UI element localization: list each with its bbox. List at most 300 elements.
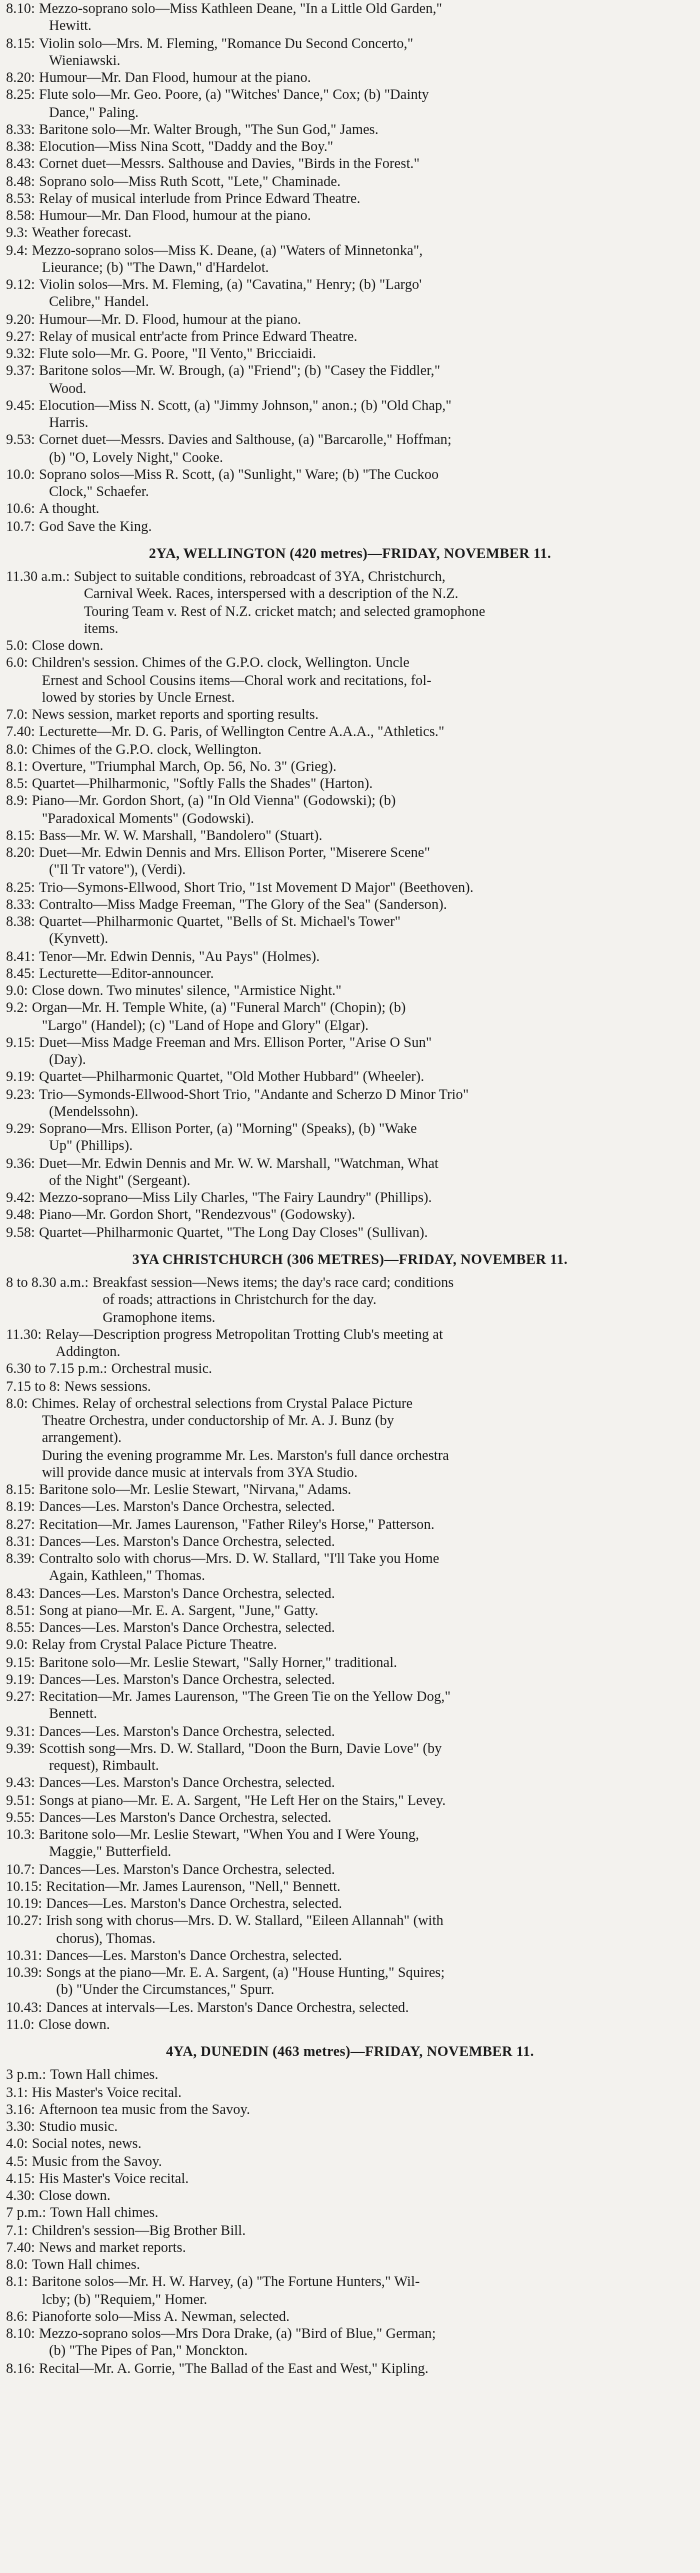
description-line: Chimes. Relay of orchestral selections from Crystal Palace Picture — [31, 1395, 413, 1412]
entry-description — [35, 122, 694, 139]
description-line: (Mendelssohn). — [49, 1103, 139, 1120]
programme-entry — [6, 1207, 694, 1224]
entry-description — [35, 1069, 694, 1086]
entry-description — [28, 1000, 694, 1035]
description-line: of the Night" (Sergeant). — [49, 1172, 191, 1189]
entry-time: 11.0: — [6, 2016, 35, 2033]
entry-description — [35, 1190, 694, 1207]
programme-entry — [6, 2119, 694, 2136]
description-line: Relay of musical entr'acte from Prince Edward Theatre. — [39, 328, 358, 345]
programme-entry — [6, 1948, 694, 1965]
entry-description — [28, 2257, 694, 2274]
entry-description — [35, 2119, 694, 2136]
entry-description — [35, 1862, 694, 1879]
description-line: Violin solos—Mrs. M. Fleming, (a) "Cavatina," Henry; (b) "Largo' — [39, 277, 422, 293]
programme-entry — [6, 655, 694, 707]
description-line: Recitation—Mr. James Laurenson, "The Green Tie on the Yellow Dog," — [39, 1689, 451, 1705]
entry-description — [35, 1121, 694, 1156]
entry-time: 8.19: — [6, 1499, 35, 1516]
entry-time: 9.32: — [6, 346, 35, 362]
entry-time: 9.39: — [6, 1740, 35, 1757]
description-line: Town Hall chimes. — [50, 2067, 159, 2084]
description-line: Baritone solos—Mr. W. Brough, (a) "Friend"; (b) "Casey the Fiddler," — [39, 363, 441, 380]
entry-time: 9.0: — [6, 1637, 28, 1654]
entry-description — [35, 1156, 694, 1191]
entry-description — [35, 1, 694, 36]
programme-entry — [6, 2188, 694, 2205]
description-line: Quartet—Philharmonic Quartet, "Bells of St. Michael's Tower" — [39, 914, 401, 930]
programme-section — [6, 2044, 694, 2378]
description-line: Theatre Orchestra, under conductorship of Mr. A. J. Bunz (by — [41, 1413, 395, 1429]
programme-entry — [6, 1361, 694, 1378]
entry-time: 8.1: — [6, 758, 28, 775]
entry-description — [35, 329, 694, 346]
entry-description — [28, 793, 694, 828]
description-line: Again, Kathleen," Thomas. — [49, 1568, 206, 1585]
programme-entry — [6, 949, 694, 966]
entry-description — [107, 1361, 694, 1378]
programme-entry — [6, 1275, 694, 1327]
description-line: (Kynvett). — [49, 931, 109, 948]
description-line: Elocution—Miss Nina Scott, "Daddy and the Boy." — [39, 139, 334, 155]
description-line: Children's session. Chimes of the G.P.O. clock, Wellington. Uncle — [31, 655, 410, 672]
description-line: arrangement). — [41, 1430, 122, 1447]
description-line: Close down. Two minutes' silence, "Armistice Night." — [31, 983, 342, 999]
programme-entry — [6, 398, 694, 433]
entry-time: 8.6: — [6, 2308, 28, 2325]
programme-entry — [6, 243, 694, 278]
entry-description — [42, 1948, 694, 1965]
entry-time: 9.2: — [6, 1000, 28, 1017]
description-line: Close down. — [39, 2188, 111, 2204]
entry-description — [35, 880, 694, 897]
entry-description — [35, 467, 694, 502]
entry-description — [89, 1275, 694, 1327]
entry-time: 8.55: — [6, 1620, 35, 1636]
description-line: Ernest and School Cousins items—Choral work and recitations, fol- — [41, 672, 432, 689]
entry-time: 8.20: — [6, 70, 35, 86]
description-line: Quartet—Philharmonic Quartet, "The Long Day Closes" (Sullivan). — [39, 1224, 428, 1241]
programme-entry — [6, 2257, 694, 2274]
programme-entry — [6, 2085, 694, 2102]
entry-description — [34, 2017, 694, 2034]
entry-description — [35, 191, 694, 208]
programme-entry — [6, 191, 694, 208]
programme-entry — [6, 156, 694, 173]
programme-entry — [6, 36, 694, 71]
entry-description — [35, 2188, 694, 2205]
programme-entry — [6, 1379, 694, 1396]
description-line: "Paradoxical Moments" (Godowski). — [41, 810, 255, 827]
description-line: Piano—Mr. Gordon Short, (a) "In Old Vienna" (Godowski); (b) — [31, 793, 396, 810]
entry-time: 3.16: — [6, 2101, 35, 2118]
programme-entry — [6, 707, 694, 724]
entry-description — [35, 897, 694, 914]
programme-entry — [6, 2361, 694, 2378]
entry-description — [35, 1499, 694, 1516]
entry-time: 8.20: — [6, 845, 35, 861]
programme-entry — [6, 1724, 694, 1741]
entry-time: 8.25: — [6, 879, 35, 896]
entry-description — [35, 174, 694, 191]
entry-description — [28, 1396, 694, 1482]
entry-description — [35, 346, 694, 363]
description-line: Bass—Mr. W. W. Marshall, "Bandolero" (Stuart). — [39, 827, 323, 844]
entry-time: 8.58: — [6, 208, 35, 224]
description-line: Baritone solo—Mr. Walter Brough, "The Sun God," James. — [39, 121, 379, 138]
description-line: Trio—Symonds-Ellwood-Short Trio, "Andante and Scherzo D Minor Trio" — [39, 1086, 469, 1103]
entry-time: 8.43: — [6, 1585, 35, 1602]
programme-entry — [6, 1965, 694, 2000]
programme-entry — [6, 1121, 694, 1156]
programme-entry — [6, 1, 694, 36]
description-line: Bennett. — [49, 1706, 98, 1723]
entry-time: 10.7: — [6, 518, 35, 535]
description-line: Dances—Les. Marston's Dance Orchestra, selected. — [39, 1585, 335, 1602]
entry-description — [28, 2274, 694, 2309]
programme-entry — [6, 467, 694, 502]
programme-entry — [6, 1603, 694, 1620]
description-line: Lecturette—Mr. D. G. Paris, of Wellington Centre A.A.A., "Athletics." — [39, 724, 445, 741]
programme-entry — [6, 897, 694, 914]
entry-description — [28, 983, 694, 1000]
entry-time: 9.20: — [6, 311, 35, 328]
description-line: (b) "Under the Circumstances," Spurr. — [56, 1982, 275, 1999]
programme-entry — [6, 1156, 694, 1191]
entry-time: 8.33: — [6, 121, 35, 138]
entry-description — [35, 432, 694, 467]
description-line: Dances—Les. Marston's Dance Orchestra, selected. — [39, 1861, 335, 1878]
entry-time: 9.19: — [6, 1671, 35, 1688]
entry-time: 7.15 to 8: — [6, 1378, 61, 1395]
programme-entry — [6, 501, 694, 518]
entry-description — [35, 501, 694, 518]
entry-time: 9.23: — [6, 1086, 35, 1103]
entry-time: 9.42: — [6, 1190, 35, 1206]
entry-time: 8.1: — [6, 2274, 28, 2291]
description-line: Dances—Les Marston's Dance Orchestra, selected. — [39, 1809, 332, 1826]
entry-description — [42, 2000, 694, 2017]
description-line: Dances—Les. Marston's Dance Orchestra, selected. — [39, 1775, 335, 1792]
programme-entry — [6, 776, 694, 793]
entry-time: 8.10: — [6, 1, 35, 17]
programme-entry — [6, 845, 694, 880]
description-line: Chimes of the G.P.O. clock, Wellington. — [31, 741, 262, 758]
entry-time: 4.0: — [6, 2136, 28, 2153]
entry-description — [42, 1965, 694, 2000]
description-line: Relay from Crystal Palace Picture Theatre. — [31, 1637, 277, 1654]
programme-entry — [6, 759, 694, 776]
entry-description — [35, 1517, 694, 1534]
programme-entry — [6, 2067, 694, 2084]
description-line: Songs at the piano—Mr. E. A. Sargent, (a) "House Hunting," Squires; — [46, 1965, 445, 1981]
entry-description — [35, 1724, 694, 1741]
entry-description — [35, 363, 694, 398]
description-line: Social notes, news. — [31, 2136, 142, 2153]
entry-description — [28, 2309, 694, 2326]
description-line: Hewitt. — [49, 18, 92, 35]
description-line: Dances—Les. Marston's Dance Orchestra, selected. — [39, 1723, 335, 1740]
description-line: lcby; (b) "Requiem," Homer. — [41, 2291, 208, 2308]
programme-entry — [6, 742, 694, 759]
description-line: Touring Team v. Rest of N.Z. cricket match; and selected gramophone — [83, 603, 486, 620]
description-line: Overture, "Triumphal March, Op. 56, No. 3" (Grieg). — [31, 758, 337, 775]
entry-time: 4.30: — [6, 2188, 35, 2204]
entry-description — [35, 70, 694, 87]
entry-description — [35, 1534, 694, 1551]
entry-description — [35, 208, 694, 225]
entry-description — [35, 1620, 694, 1637]
programme-entry — [6, 1689, 694, 1724]
description-line: Addington. — [55, 1344, 121, 1360]
description-line: Cornet duet—Messrs. Davies and Salthouse, (a) "Barcarolle," Hoffman; — [39, 432, 452, 449]
entry-description — [35, 2171, 694, 2188]
description-line: Dances—Les. Marston's Dance Orchestra, selected. — [46, 1896, 343, 1912]
entry-time: 10.6: — [6, 501, 35, 518]
programme-entry — [6, 1069, 694, 1086]
station-heading: 2YA, WELLINGTON (420 metres)—FRIDAY, NOVEMBER 11. — [148, 545, 552, 562]
entry-time: 10.7: — [6, 1861, 35, 1878]
entry-time: 9.29: — [6, 1121, 35, 1137]
entry-description — [35, 1741, 694, 1776]
entry-description — [35, 1603, 694, 1620]
description-line: Music from the Savoy. — [31, 2153, 162, 2170]
entry-time: 9.37: — [6, 363, 35, 380]
programme-entry — [6, 2274, 694, 2309]
entry-time: 4.5: — [6, 2153, 28, 2170]
entry-description — [35, 1810, 694, 1827]
programme-entry — [6, 346, 694, 363]
description-line: Afternoon tea music from the Savoy. — [39, 2101, 251, 2118]
entry-description — [35, 1225, 694, 1242]
description-line: During the evening programme Mr. Les. Marston's full dance orchestra — [41, 1447, 449, 1464]
entry-description — [42, 1913, 694, 1948]
entry-time: 8.45: — [6, 965, 35, 982]
description-line: Wood. — [49, 380, 87, 397]
entry-description — [35, 1551, 694, 1586]
entry-time: 9.51: — [6, 1792, 35, 1809]
programme-entry — [6, 1499, 694, 1516]
programme-entry — [6, 225, 694, 242]
programme-entry — [6, 1035, 694, 1070]
programme-entry — [6, 1482, 694, 1499]
entry-time: 8.16: — [6, 2360, 35, 2377]
entry-time: 8.41: — [6, 948, 35, 965]
description-line: Dances—Les. Marston's Dance Orchestra, selected. — [46, 1947, 343, 1964]
description-line: Quartet—Philharmonic Quartet, "Old Mother Hubbard" (Wheeler). — [39, 1069, 425, 1086]
entry-time: 6.30 to 7.15 p.m.: — [6, 1361, 108, 1378]
entry-time: 8.5: — [6, 776, 28, 792]
entry-time: 8.0: — [6, 1395, 28, 1412]
entry-time: 8.38: — [6, 139, 35, 155]
entry-description — [46, 2067, 694, 2084]
description-line: Close down. — [31, 638, 104, 654]
description-line: A thought. — [39, 501, 100, 518]
entry-time: 7.0: — [6, 707, 28, 723]
programme-entry — [6, 329, 694, 346]
entry-description — [28, 2223, 694, 2240]
entry-description — [35, 2326, 694, 2361]
entry-time: 3.30: — [6, 2119, 35, 2135]
description-line: (b) "The Pipes of Pan," Monckton. — [49, 2343, 248, 2360]
entry-time: 8.51: — [6, 1602, 35, 1619]
description-line: Dances—Les. Marston's Dance Orchestra, selected. — [39, 1620, 335, 1636]
entry-description — [28, 655, 694, 707]
programme-entry — [6, 1827, 694, 1862]
programme-section — [6, 1, 694, 536]
description-line: Dances—Les. Marston's Dance Orchestra, selected. — [39, 1499, 335, 1516]
entry-time: 10.39: — [6, 1965, 43, 1981]
entry-description — [28, 638, 694, 655]
description-line: Town Hall chimes. — [31, 2257, 141, 2273]
programme-entry — [6, 1087, 694, 1122]
entry-description — [35, 1775, 694, 1792]
programme-entry — [6, 87, 694, 122]
programme-entry — [6, 1741, 694, 1776]
entry-description — [35, 2361, 694, 2378]
programme-entry — [6, 2000, 694, 2017]
description-line: Soprano solos—Miss R. Scott, (a) "Sunlight," Ware; (b) "The Cuckoo — [39, 466, 439, 483]
entry-description — [28, 2154, 694, 2171]
entry-description — [35, 845, 694, 880]
description-line: Clock," Schaefer. — [49, 484, 149, 500]
entry-description — [42, 1327, 694, 1362]
programme-entry — [6, 2017, 694, 2034]
programme-section — [6, 546, 694, 1242]
description-line: Relay of musical interlude from Prince Edward Theatre. — [39, 190, 361, 207]
entry-time: 11.30: — [6, 1326, 42, 1343]
entry-time: 10.19: — [6, 1896, 43, 1912]
description-line: News session, market reports and sporting results. — [31, 707, 319, 723]
description-line: of roads; attractions in Christchurch for the day. — [102, 1292, 377, 1309]
programme-entry — [6, 1586, 694, 1603]
programme-entry — [6, 122, 694, 139]
description-line: Duet—Mr. Edwin Dennis and Mrs. Ellison Porter, "Miserere Scene" — [39, 845, 431, 861]
entry-time: 10.43: — [6, 1999, 43, 2016]
description-line: Baritone solo—Mr. Leslie Stewart, "Nirvana," Adams. — [39, 1482, 352, 1498]
description-line: Soprano—Mrs. Ellison Porter, (a) "Morning" (Speaks), (b) "Wake — [39, 1121, 417, 1137]
programme-section — [6, 1252, 694, 2034]
entry-time: 9.53: — [6, 432, 35, 449]
description-line: Dances at intervals—Les. Marston's Dance Orchestra, selected. — [46, 1999, 409, 2016]
description-line: News sessions. — [64, 1378, 151, 1395]
programme-entry — [6, 1655, 694, 1672]
programme-entry — [6, 363, 694, 398]
entry-description — [35, 36, 694, 71]
description-line: Recitation—Mr. James Laurenson, "Father Riley's Horse," Patterson. — [39, 1516, 435, 1533]
entry-time: 10.3: — [6, 1827, 35, 1843]
programme-entry — [6, 1620, 694, 1637]
entry-time: 3 p.m.: — [6, 2067, 47, 2084]
description-line: Lieurance; (b) "The Dawn," d'Hardelot. — [41, 259, 269, 276]
description-line: Dances—Les. Marston's Dance Orchestra, selected. — [39, 1671, 335, 1688]
description-line: Celibre," Handel. — [49, 294, 149, 311]
entry-description — [35, 1207, 694, 1224]
description-line: (b) "O, Lovely Night," Cooke. — [49, 449, 224, 466]
description-line: Organ—Mr. H. Temple White, (a) "Funeral March" (Chopin); (b) — [31, 1000, 406, 1017]
description-line: Baritone solos—Mr. H. W. Harvey, (a) "The Fortune Hunters," Wil- — [31, 2274, 420, 2291]
entry-time: 8 to 8.30 a.m.: — [6, 1275, 89, 1291]
description-line: Gramophone items. — [102, 1309, 216, 1326]
description-line: Piano—Mr. Gordon Short, "Rendezvous" (Godowsky). — [39, 1207, 356, 1224]
description-line: Humour—Mr. Dan Flood, humour at the piano. — [39, 208, 312, 224]
description-line: will provide dance music at intervals from 3YA Studio. — [41, 1464, 358, 1481]
programme-entry — [6, 1190, 694, 1207]
programme-entry — [6, 1534, 694, 1551]
entry-time: 7.40: — [6, 2239, 35, 2256]
programme-entry — [6, 1396, 694, 1482]
entry-time: 8.48: — [6, 173, 35, 190]
entry-time: 8.15: — [6, 827, 35, 844]
entry-time: 10.27: — [6, 1913, 43, 1930]
programme-entry — [6, 914, 694, 949]
programme-entry — [6, 139, 694, 156]
programme-entry — [6, 277, 694, 312]
programme-entry — [6, 2223, 694, 2240]
entry-time: 8.33: — [6, 896, 35, 913]
programme-entry — [6, 1225, 694, 1242]
entry-time: 9.36: — [6, 1155, 35, 1172]
entry-description — [35, 1087, 694, 1122]
programme-entry — [6, 1637, 694, 1654]
description-line: Duet—Miss Madge Freeman and Mrs. Ellison Porter, "Arise O Sun" — [39, 1034, 432, 1051]
entry-time: 8.27: — [6, 1516, 35, 1533]
description-line: Relay—Description progress Metropolitan Trotting Club's meeting at — [45, 1326, 443, 1343]
entry-description — [35, 139, 694, 156]
entry-time: 9.58: — [6, 1224, 35, 1241]
description-line: Dance," Paling. — [49, 104, 139, 121]
entry-time: 9.31: — [6, 1723, 35, 1740]
entry-time: 9.43: — [6, 1775, 35, 1792]
programme-entry — [6, 70, 694, 87]
programme-entry — [6, 1879, 694, 1896]
entry-description — [28, 776, 694, 793]
entry-description — [46, 2205, 694, 2222]
description-line: Flute solo—Mr. Geo. Poore, (a) "Witches' Dance," Cox; (b) "Dainty — [39, 87, 429, 104]
description-line: Orchestral music. — [111, 1361, 213, 1378]
entry-description — [28, 225, 694, 242]
programme-entry — [6, 1551, 694, 1586]
description-line: Close down. — [38, 2016, 110, 2033]
entry-description — [70, 569, 694, 638]
description-line: Wieniawski. — [49, 52, 121, 69]
description-line: Harris. — [49, 415, 89, 431]
entry-description — [35, 2240, 694, 2257]
entry-time: 10.0: — [6, 466, 35, 483]
programme-entry — [6, 2205, 694, 2222]
entry-description — [35, 398, 694, 433]
entry-description — [28, 2085, 694, 2102]
description-line: God Save the King. — [39, 518, 152, 535]
programme-entry — [6, 174, 694, 191]
entry-description — [35, 277, 694, 312]
description-line: Trio—Symons-Ellwood, Short Trio, "1st Movement D Major" (Beethoven). — [39, 879, 474, 896]
entry-description — [28, 2136, 694, 2153]
description-line: Breakfast session—News items; the day's race card; conditions — [92, 1275, 454, 1291]
entry-time: 5.0: — [6, 638, 28, 654]
description-line: Maggie," Butterfield. — [49, 1844, 172, 1861]
description-line: Contralto solo with chorus—Mrs. D. W. Stallard, "I'll Take you Home — [39, 1551, 440, 1567]
entry-time: 9.3: — [6, 225, 28, 242]
programme-entry — [6, 1327, 694, 1362]
entry-time: 9.45: — [6, 397, 35, 414]
description-line: Children's session—Big Brother Bill. — [31, 2222, 246, 2239]
programme-entry — [6, 312, 694, 329]
entry-time: 9.27: — [6, 328, 35, 345]
description-line: Weather forecast. — [31, 225, 132, 242]
programme-entry — [6, 569, 694, 638]
entry-time: 11.30 a.m.: — [6, 569, 70, 585]
